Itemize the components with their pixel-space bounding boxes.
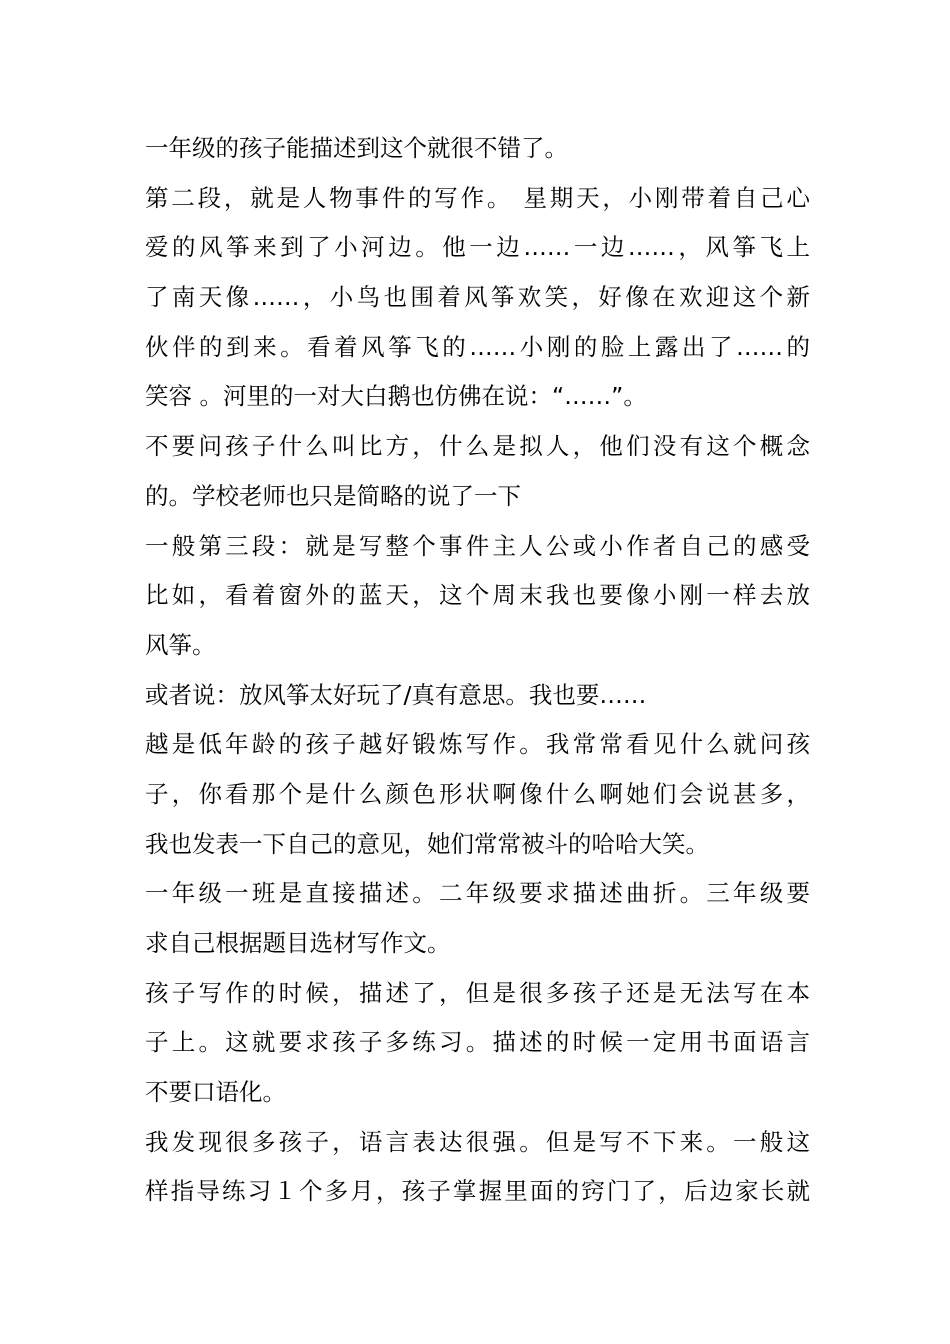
text-line: 伙伴的到来。看着风筝飞的……小刚的脸上露出了……的 — [145, 332, 810, 361]
text-line: 我也发表一下自己的意见，她们常常被斗的哈哈大笑。 — [145, 829, 709, 858]
text-line: 风筝。 — [145, 630, 216, 659]
text-line: 子上。这就要求孩子多练习。描述的时候一定用书面语言 — [145, 1028, 810, 1057]
text-line: 不要问孩子什么叫比方，什么是拟人，他们没有这个概念 — [145, 432, 810, 461]
body-text — [145, 124, 810, 1217]
text-line: 或者说：放风筝太好玩了/真有意思。我也要…… — [145, 680, 647, 709]
text-line: 比如，看着窗外的蓝天，这个周末我也要像小刚一样去放 — [145, 581, 810, 610]
text-line: 第二段，就是人物事件的写作。 星期天，小刚带着自己心 — [145, 183, 810, 212]
text-line: 越是低年龄的孩子越好锻炼写作。我常常看见什么就问孩 — [145, 730, 810, 759]
text-line: 笑容 。河里的一对大白鹅也仿佛在说：“……”。 — [145, 382, 647, 411]
text-line: 我发现很多孩子，语言表达很强。但是写不下来。一般这 — [145, 1127, 810, 1156]
text-line: 的。学校老师也只是简略的说了一下 — [145, 481, 521, 510]
text-line: 求自己根据题目选材写作文。 — [145, 929, 451, 957]
text-line: 一年级一班是直接描述。二年级要求描述曲折。三年级要 — [145, 879, 810, 908]
text-line: 了南天像……，小鸟也围着风筝欢笑，好像在欢迎这个新 — [145, 283, 810, 312]
text-line: 样指导练习１个多月，孩子掌握里面的窍门了，后边家长就 — [145, 1177, 810, 1206]
text-line: 爱的风筝来到了小河边。他一边……一边……，风筝飞上 — [145, 233, 810, 262]
text-line: 子，你看那个是什么颜色形状啊像什么啊她们会说甚多， — [145, 779, 810, 808]
text-line: 一年级的孩子能描述到这个就很不错了。 — [145, 134, 568, 162]
text-line: 不要口语化。 — [145, 1078, 286, 1107]
text-line: 一般第三段：就是写整个事件主人公或小作者自己的感受 — [145, 531, 810, 560]
text-line: 孩子写作的时候，描述了，但是很多孩子还是无法写在本 — [145, 978, 810, 1007]
